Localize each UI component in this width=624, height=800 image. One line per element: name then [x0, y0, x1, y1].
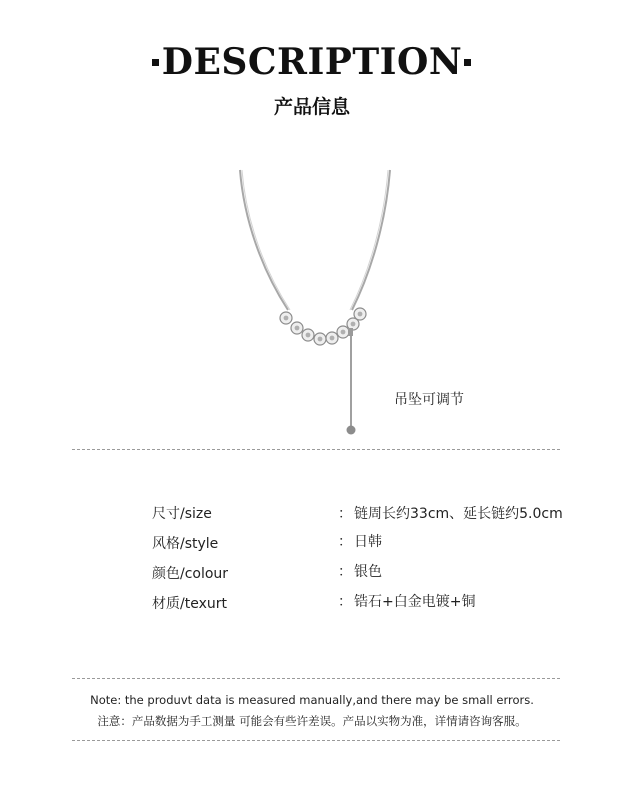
title-row	[0, 40, 624, 84]
note-chinese: 注意：产品数据为手工测量 可能会有些许差误。产品以实物为准，详情请咨询客服。	[97, 714, 527, 728]
spec-colon: ：	[338, 506, 352, 522]
spec-value-material: 锆石+白金电镀+铜	[354, 594, 476, 610]
spec-value-size: 链周长约33cm、延长链约5.0cm	[354, 506, 563, 522]
spec-label-colour: 颜色/colour	[152, 566, 229, 582]
spec-value-colour: 银色	[354, 564, 382, 580]
spec-colon: ：	[338, 564, 352, 580]
pendant-adjustable-note: 吊坠可调节	[394, 392, 464, 408]
note-english: Note: the produvt data is measured manually,and there may be small errors.	[90, 693, 534, 707]
spec-colon: ：	[338, 534, 352, 550]
page-subtitle: 产品信息	[273, 96, 350, 118]
spec-label-material: 材质/texurt	[152, 596, 227, 612]
square-bullet-icon	[464, 59, 471, 66]
spec-label-style: 风格/style	[152, 536, 219, 552]
divider	[72, 449, 560, 450]
spec-colon: ：	[338, 594, 352, 610]
page-title: DESCRIPTION	[161, 41, 463, 83]
spec-label-size: 尺寸/size	[152, 506, 212, 522]
divider	[72, 740, 560, 741]
spec-value-style: 日韩	[354, 534, 382, 550]
divider	[72, 678, 560, 679]
